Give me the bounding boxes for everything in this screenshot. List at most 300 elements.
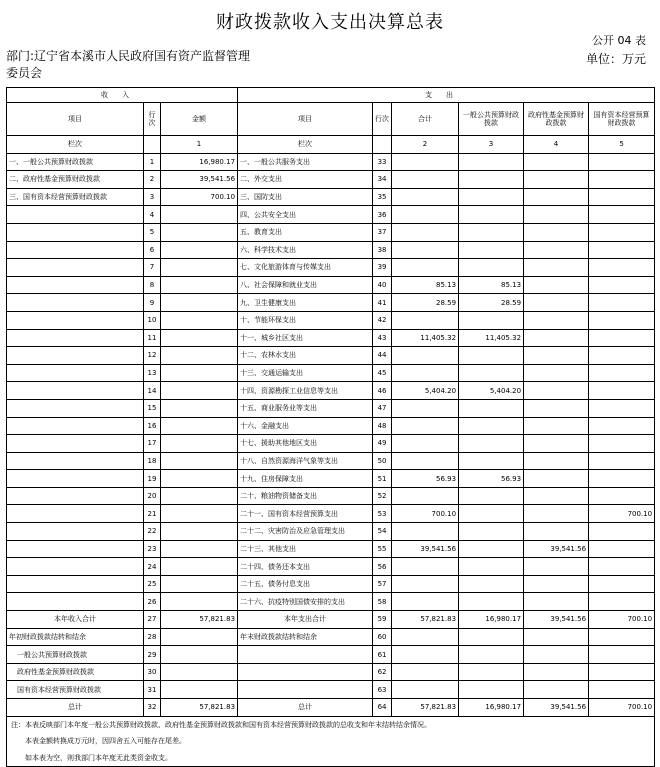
income-amount-cell [161, 628, 238, 646]
income-amount-cell: 57,821.83 [161, 611, 238, 629]
general-budget-amount-cell [459, 188, 524, 206]
fund-budget-amount-cell [524, 593, 589, 611]
expense-total-cell [392, 223, 459, 241]
income-amount-cell [161, 470, 238, 488]
income-amount-cell [161, 646, 238, 664]
income-item-cell [7, 575, 144, 593]
fund-budget-amount-cell [524, 223, 589, 241]
income-item-cell [7, 259, 144, 277]
fund-budget-amount-cell [524, 523, 589, 541]
income-line-cell: 11 [144, 329, 161, 347]
income-line-cell: 17 [144, 435, 161, 453]
general-budget-amount-cell [459, 663, 524, 681]
soe-budget-amount-cell [589, 575, 655, 593]
expense-line-cell: 39 [373, 259, 392, 277]
table-row [7, 417, 655, 435]
income-item-cell [7, 593, 144, 611]
index-cell: 3 [459, 136, 524, 154]
general-budget-amount-cell: 11,405.32 [459, 329, 524, 347]
expense-total-cell: 39,541.56 [392, 540, 459, 558]
soe-budget-amount-cell [589, 470, 655, 488]
income-item-cell [7, 540, 144, 558]
expense-total-cell: 700.10 [392, 505, 459, 523]
expense-item-cell: 年末财政拨款结转和结余 [238, 628, 373, 646]
general-budget-amount-cell [459, 241, 524, 259]
fund-budget-amount-cell [524, 681, 589, 699]
soe-budget-amount-cell [589, 171, 655, 189]
income-line-cell: 31 [144, 681, 161, 699]
department-label: 部门:辽宁省本溪市人民政府国有资产监督管理委员会 [6, 49, 251, 80]
table-row [7, 558, 655, 576]
soe-budget-amount-cell [589, 294, 655, 312]
expense-line-cell: 50 [373, 452, 392, 470]
fund-budget-amount-cell [524, 575, 589, 593]
expense-total-cell: 28.59 [392, 294, 459, 312]
income-amount-cell [161, 276, 238, 294]
income-amount-cell [161, 364, 238, 382]
table-row [7, 470, 655, 488]
expense-item-cell: 二十二、灾害防治及应急管理支出 [238, 523, 373, 541]
expense-total-cell [392, 188, 459, 206]
expense-line-cell: 58 [373, 593, 392, 611]
income-line-cell: 20 [144, 487, 161, 505]
expense-item-cell [238, 646, 373, 664]
expense-item-cell: 十二、农林水支出 [238, 347, 373, 365]
table-row [7, 452, 655, 470]
soe-budget-amount-cell: 700.10 [589, 505, 655, 523]
footnote-text: 注：本表反映部门本年度一般公共预算财政拨款、政府性基金预算财政拨款和国有资本经营预算财政拨款的总收支和年末结转结余情况。 [7, 716, 655, 733]
expense-item-cell: 十七、援助其他地区支出 [238, 435, 373, 453]
income-line-cell: 30 [144, 663, 161, 681]
expense-item-cell: 七、文化旅游体育与传媒支出 [238, 259, 373, 277]
soe-budget-amount-cell [589, 452, 655, 470]
expense-total-cell: 57,821.83 [392, 611, 459, 629]
income-amount-cell [161, 294, 238, 312]
soe-budget-amount-cell [589, 382, 655, 400]
index-cell: 4 [524, 136, 589, 154]
expense-item-header: 项目 [238, 103, 373, 136]
index-cell: 2 [392, 136, 459, 154]
soe-budget-amount-cell [589, 540, 655, 558]
soe-budget-amount-cell [589, 329, 655, 347]
expense-item-cell: 十一、城乡社区支出 [238, 329, 373, 347]
income-item-cell [7, 329, 144, 347]
index-cell [373, 136, 392, 154]
expense-item-cell: 五、教育支出 [238, 223, 373, 241]
general-budget-amount-cell [459, 206, 524, 224]
expense-item-cell: 十四、资源勘探工业信息等支出 [238, 382, 373, 400]
fund-budget-amount-cell [524, 329, 589, 347]
income-item-cell [7, 241, 144, 259]
expense-total-cell [392, 417, 459, 435]
general-budget-amount-cell: 5,404.20 [459, 382, 524, 400]
income-item-cell [7, 206, 144, 224]
income-amount-cell [161, 206, 238, 224]
index-row-label: 栏次 [7, 136, 144, 154]
soe-budget-amount-cell [589, 276, 655, 294]
expense-total-cell [392, 259, 459, 277]
general-budget-amount-cell [459, 681, 524, 699]
income-amount-cell [161, 382, 238, 400]
soe-budget-amount-cell [589, 347, 655, 365]
expense-line-cell: 44 [373, 347, 392, 365]
soe-budget-amount-cell [589, 188, 655, 206]
expense-total-cell [392, 347, 459, 365]
income-item-cell [7, 294, 144, 312]
expense-total-cell [392, 153, 459, 171]
table-code: 公开 04 表 [592, 34, 646, 47]
income-line-cell: 6 [144, 241, 161, 259]
soe-budget-amount-cell [589, 523, 655, 541]
table-row [7, 523, 655, 541]
general-budget-amount-cell [459, 223, 524, 241]
income-amount-cell [161, 487, 238, 505]
table-row [7, 628, 655, 646]
income-line-cell: 21 [144, 505, 161, 523]
soe-budget-amount-cell: 700.10 [589, 611, 655, 629]
table-row [7, 611, 655, 629]
table-row [7, 206, 655, 224]
expense-line-cell: 41 [373, 294, 392, 312]
table-row [7, 364, 655, 382]
expense-line-cell: 48 [373, 417, 392, 435]
index-cell: 5 [589, 136, 655, 154]
expense-line-cell: 46 [373, 382, 392, 400]
expense-item-cell: 二十六、抗疫特别国债安排的支出 [238, 593, 373, 611]
expense-line-cell: 34 [373, 171, 392, 189]
expense-item-cell: 十六、金融支出 [238, 417, 373, 435]
income-line-cell: 22 [144, 523, 161, 541]
expense-line-cell: 60 [373, 628, 392, 646]
table-row [7, 188, 655, 206]
general-budget-amount-cell [459, 593, 524, 611]
income-item-cell [7, 276, 144, 294]
table-row [7, 276, 655, 294]
income-item-cell [7, 311, 144, 329]
income-line-cell: 15 [144, 399, 161, 417]
table-row [7, 540, 655, 558]
expense-item-cell: 二、外交支出 [238, 171, 373, 189]
fund-budget-amount-cell [524, 558, 589, 576]
income-amount-cell [161, 540, 238, 558]
expense-line-cell: 42 [373, 311, 392, 329]
expense-total-cell: 57,821.83 [392, 699, 459, 717]
fund-budget-amount-cell [524, 628, 589, 646]
fund-budget-amount-cell [524, 171, 589, 189]
income-amount-cell [161, 505, 238, 523]
table-row [7, 699, 655, 717]
income-item-cell [7, 399, 144, 417]
expense-item-cell [238, 663, 373, 681]
expense-total-cell: 85.13 [392, 276, 459, 294]
index-row-label: 栏次 [238, 136, 373, 154]
fund-budget-amount-cell [524, 364, 589, 382]
general-budget-header: 一般公共预算财政拨款 [459, 103, 524, 136]
general-budget-amount-cell [459, 487, 524, 505]
fund-budget-amount-cell [524, 382, 589, 400]
expense-total-cell [392, 487, 459, 505]
expense-total-cell [392, 364, 459, 382]
soe-budget-amount-cell [589, 153, 655, 171]
income-item-cell [7, 347, 144, 365]
soe-budget-amount-cell [589, 399, 655, 417]
expense-line-cell: 59 [373, 611, 392, 629]
general-budget-amount-cell: 28.59 [459, 294, 524, 312]
income-line-cell: 16 [144, 417, 161, 435]
page-title: 财政拨款收入支出决算总表 [216, 12, 444, 33]
expense-item-cell: 本年支出合计 [238, 611, 373, 629]
expense-item-cell: 二十四、债务还本支出 [238, 558, 373, 576]
soe-budget-amount-cell [589, 223, 655, 241]
expense-item-cell: 二十一、国有资本经营预算支出 [238, 505, 373, 523]
table-row [7, 329, 655, 347]
income-line-cell: 8 [144, 276, 161, 294]
table-row [7, 435, 655, 453]
index-cell [144, 136, 161, 154]
expense-total-cell: 5,404.20 [392, 382, 459, 400]
income-amount-cell [161, 399, 238, 417]
expense-total-cell [392, 628, 459, 646]
expense-total-cell: 11,405.32 [392, 329, 459, 347]
general-budget-amount-cell [459, 171, 524, 189]
expense-item-cell: 十九、住房保障支出 [238, 470, 373, 488]
soe-budget-amount-cell [589, 311, 655, 329]
income-line-cell: 1 [144, 153, 161, 171]
income-amount-cell [161, 329, 238, 347]
table-row [7, 347, 655, 365]
soe-budget-amount-cell [589, 681, 655, 699]
income-amount-cell [161, 663, 238, 681]
income-item-cell [7, 505, 144, 523]
income-line-header: 行次 [144, 103, 161, 136]
footnote-text: 本表金额转换成万元时，因四舍五入可能存在尾差。 [7, 733, 655, 750]
income-amount-cell: 16,980.17 [161, 153, 238, 171]
income-item-cell [7, 487, 144, 505]
expense-total-cell [392, 452, 459, 470]
table-row [7, 171, 655, 189]
income-line-cell: 3 [144, 188, 161, 206]
expense-line-cell: 35 [373, 188, 392, 206]
fund-budget-amount-cell [524, 276, 589, 294]
fund-budget-amount-cell: 39,541.56 [524, 611, 589, 629]
income-amount-cell [161, 223, 238, 241]
general-budget-amount-cell [459, 523, 524, 541]
general-budget-amount-cell [459, 505, 524, 523]
expense-total-cell [392, 575, 459, 593]
income-item-cell: 年初财政拨款结转和结余 [7, 628, 144, 646]
soe-budget-amount-cell [589, 593, 655, 611]
general-budget-amount-cell: 16,980.17 [459, 699, 524, 717]
expense-line-cell: 56 [373, 558, 392, 576]
fund-budget-amount-cell [524, 188, 589, 206]
index-cell: 1 [161, 136, 238, 154]
fund-budget-amount-cell [524, 435, 589, 453]
table-row [7, 382, 655, 400]
income-item-cell [7, 452, 144, 470]
general-budget-amount-cell [459, 435, 524, 453]
table-row [7, 259, 655, 277]
note-row [7, 716, 655, 733]
soe-budget-amount-cell [589, 646, 655, 664]
table-row [7, 241, 655, 259]
income-line-cell: 2 [144, 171, 161, 189]
general-budget-amount-cell [459, 558, 524, 576]
fund-budget-amount-cell: 39,541.56 [524, 699, 589, 717]
income-line-cell: 7 [144, 259, 161, 277]
income-line-cell: 12 [144, 347, 161, 365]
expense-total-cell [392, 241, 459, 259]
income-item-header: 项目 [7, 103, 144, 136]
expense-item-cell: 二十、粮油物资储备支出 [238, 487, 373, 505]
soe-budget-amount-cell [589, 417, 655, 435]
income-amount-cell [161, 575, 238, 593]
fund-budget-header: 政府性基金预算财政拨款 [524, 103, 589, 136]
general-budget-amount-cell [459, 452, 524, 470]
expense-item-cell: 九、卫生健康支出 [238, 294, 373, 312]
income-item-cell: 国有资本经营预算财政拨款 [7, 681, 144, 699]
income-item-cell: 本年收入合计 [7, 611, 144, 629]
soe-budget-amount-cell [589, 558, 655, 576]
expense-total-cell [392, 523, 459, 541]
expense-line-cell: 63 [373, 681, 392, 699]
income-amount-cell [161, 347, 238, 365]
fund-budget-amount-cell [524, 487, 589, 505]
unit-label: 单位：万元 [585, 52, 646, 66]
table-row [7, 505, 655, 523]
income-item-cell: 一般公共预算财政拨款 [7, 646, 144, 664]
soe-budget-amount-cell: 700.10 [589, 699, 655, 717]
expense-item-cell: 总计 [238, 699, 373, 717]
expense-total-cell [392, 593, 459, 611]
income-line-cell: 10 [144, 311, 161, 329]
note-row [7, 750, 655, 767]
income-item-cell [7, 382, 144, 400]
income-line-cell: 25 [144, 575, 161, 593]
table-row [7, 646, 655, 664]
expense-item-cell: 一、一般公共服务支出 [238, 153, 373, 171]
general-budget-amount-cell [459, 628, 524, 646]
general-budget-amount-cell [459, 540, 524, 558]
expense-total-cell [392, 663, 459, 681]
income-line-cell: 4 [144, 206, 161, 224]
table-row [7, 575, 655, 593]
income-line-cell: 32 [144, 699, 161, 717]
fund-budget-amount-cell [524, 259, 589, 277]
income-amount-cell [161, 435, 238, 453]
soe-budget-amount-cell [589, 259, 655, 277]
income-line-cell: 9 [144, 294, 161, 312]
income-item-cell [7, 417, 144, 435]
fund-budget-amount-cell [524, 417, 589, 435]
expense-line-header: 行次 [373, 103, 392, 136]
fund-budget-amount-cell [524, 452, 589, 470]
expense-item-cell: 二十五、债务付息支出 [238, 575, 373, 593]
fund-budget-amount-cell [524, 153, 589, 171]
expense-item-cell: 四、公共安全支出 [238, 206, 373, 224]
income-item-cell [7, 470, 144, 488]
fund-budget-amount-cell [524, 399, 589, 417]
table-row [7, 663, 655, 681]
income-amount-cell: 700.10 [161, 188, 238, 206]
expense-total-cell [392, 646, 459, 664]
income-line-cell: 14 [144, 382, 161, 400]
fund-budget-amount-cell [524, 294, 589, 312]
expense-line-cell: 64 [373, 699, 392, 717]
expense-line-cell: 37 [373, 223, 392, 241]
expense-total-cell [392, 558, 459, 576]
expense-total-cell [392, 171, 459, 189]
table-row [7, 311, 655, 329]
fund-budget-amount-cell [524, 206, 589, 224]
expense-total-cell: 56.93 [392, 470, 459, 488]
income-amount-cell [161, 311, 238, 329]
expense-total-cell [392, 399, 459, 417]
expense-item-cell: 三、国防支出 [238, 188, 373, 206]
income-line-cell: 29 [144, 646, 161, 664]
income-line-cell: 19 [144, 470, 161, 488]
table-row [7, 294, 655, 312]
income-line-cell: 27 [144, 611, 161, 629]
expense-line-cell: 36 [373, 206, 392, 224]
expense-line-cell: 52 [373, 487, 392, 505]
expense-line-cell: 47 [373, 399, 392, 417]
table-row [7, 487, 655, 505]
soe-budget-amount-cell [589, 435, 655, 453]
expense-line-cell: 61 [373, 646, 392, 664]
fund-budget-amount-cell [524, 646, 589, 664]
general-budget-amount-cell [459, 646, 524, 664]
soe-budget-amount-cell [589, 663, 655, 681]
fund-budget-amount-cell [524, 505, 589, 523]
income-amount-cell [161, 558, 238, 576]
income-line-cell: 13 [144, 364, 161, 382]
expense-item-cell: 十八、自然资源海洋气象等支出 [238, 452, 373, 470]
general-budget-amount-cell [459, 399, 524, 417]
income-amount-header: 金额 [161, 103, 238, 136]
income-line-cell: 5 [144, 223, 161, 241]
income-item-cell [7, 523, 144, 541]
general-budget-amount-cell [459, 311, 524, 329]
fund-budget-amount-cell [524, 470, 589, 488]
table-row [7, 593, 655, 611]
income-amount-cell [161, 241, 238, 259]
income-item-cell: 一、一般公共预算财政拨款 [7, 153, 144, 171]
income-amount-cell [161, 681, 238, 699]
income-item-cell: 政府性基金预算财政拨款 [7, 663, 144, 681]
income-item-cell: 二、政府性基金预算财政拨款 [7, 171, 144, 189]
soe-budget-header: 国有资本经营预算财政拨款 [589, 103, 655, 136]
income-amount-cell [161, 417, 238, 435]
expense-line-cell: 43 [373, 329, 392, 347]
expense-line-cell: 54 [373, 523, 392, 541]
income-line-cell: 18 [144, 452, 161, 470]
expense-line-cell: 49 [373, 435, 392, 453]
income-item-cell: 总计 [7, 699, 144, 717]
expense-total-cell [392, 311, 459, 329]
soe-budget-amount-cell [589, 206, 655, 224]
income-item-cell [7, 364, 144, 382]
general-budget-amount-cell [459, 153, 524, 171]
fund-budget-amount-cell [524, 347, 589, 365]
expense-line-cell: 55 [373, 540, 392, 558]
expense-line-cell: 57 [373, 575, 392, 593]
table-row [7, 681, 655, 699]
income-section-header: 收入 [7, 88, 238, 103]
expense-line-cell: 45 [373, 364, 392, 382]
table-row [7, 223, 655, 241]
soe-budget-amount-cell [589, 487, 655, 505]
general-budget-amount-cell [459, 259, 524, 277]
